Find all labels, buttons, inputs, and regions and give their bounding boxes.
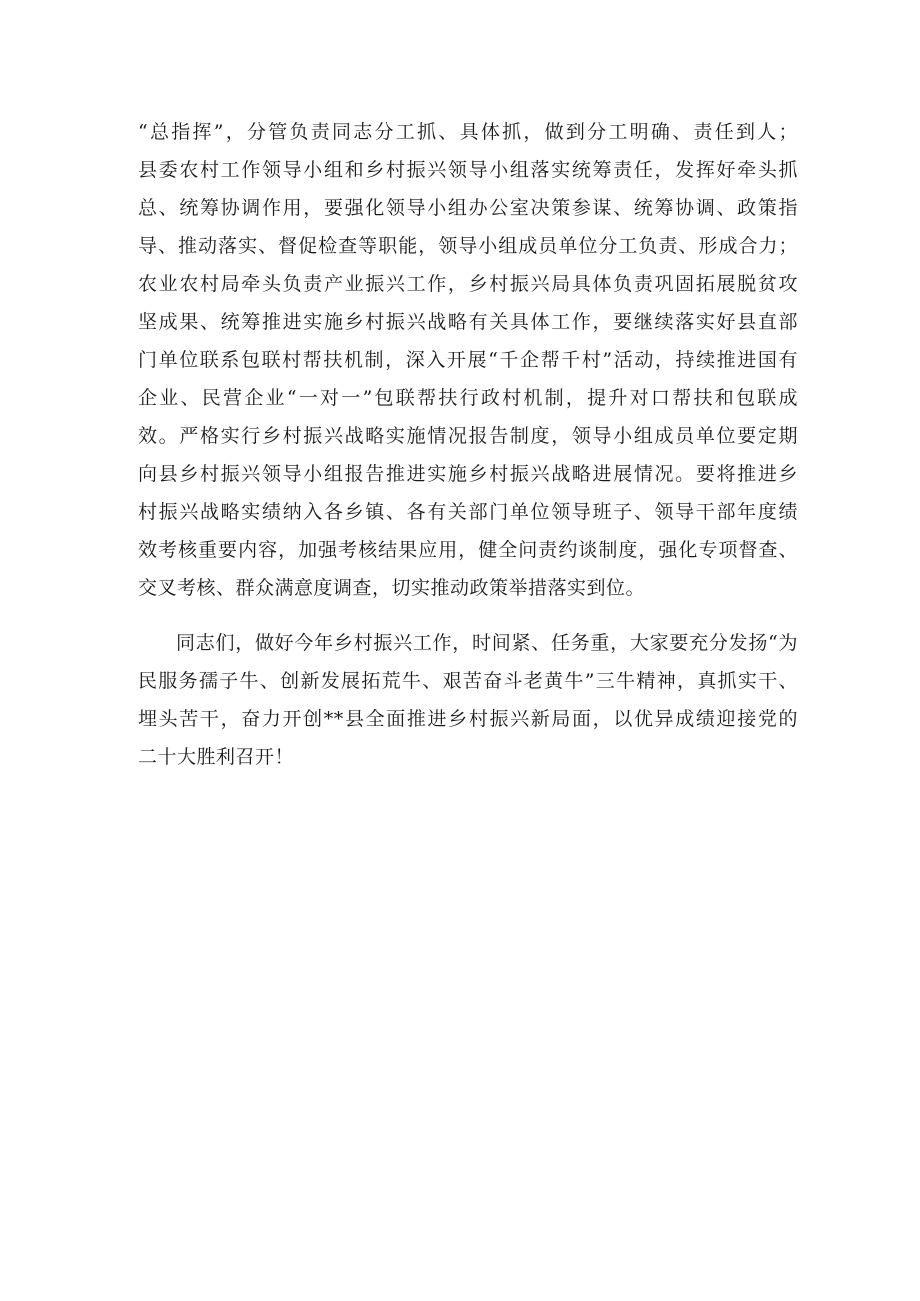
paragraph-line: 同志们，做好今年乡村振兴工作，时间紧、任务重，大家要充分发扬“为 xyxy=(176,632,798,654)
paragraph-line: 总、统筹协调作用，要强化领导小组办公室决策参谋、统筹协调、政策指 xyxy=(138,197,798,219)
paragraph-line: 向县乡村振兴领导小组报告推进实施乡村振兴战略进展情况。要将推进乡 xyxy=(138,463,798,485)
paragraph-line: 坚成果、统筹推进实施乡村振兴战略有关具体工作，要继续落实好县直部 xyxy=(138,311,798,333)
paragraph-line: 村振兴战略实绩纳入各乡镇、各有关部门单位领导班子、领导干部年度绩 xyxy=(138,501,798,523)
paragraph-line: 埋头苦干，奋力开创**县全面推进乡村振兴新局面，以优异成绩迎接党的 xyxy=(138,708,798,730)
paragraph-line: 效考核重要内容，加强考核结果应用，健全问责约谈制度，强化专项督查、 xyxy=(138,539,798,561)
paragraph-line: 门单位联系包联村帮扶机制，深入开展“千企帮千村”活动，持续推进国有 xyxy=(138,349,798,371)
paragraph-line: 二十大胜利召开！ xyxy=(138,746,295,768)
paragraph-line: 县委农村工作领导小组和乡村振兴领导小组落实统筹责任，发挥好牵头抓 xyxy=(138,159,798,181)
paragraph-line: 效。严格实行乡村振兴战略实施情况报告制度，领导小组成员单位要定期 xyxy=(138,425,798,447)
paragraph-line: “总指挥”，分管负责同志分工抓、具体抓，做到分工明确、责任到人； xyxy=(138,121,798,143)
paragraph-line: 企业、民营企业“一对一”包联帮扶行政村机制，提升对口帮扶和包联成 xyxy=(138,387,798,409)
paragraph-line: 导、推动落实、督促检查等职能，领导小组成员单位分工负责、形成合力； xyxy=(138,235,798,257)
paragraph-line: 农业农村局牵头负责产业振兴工作，乡村振兴局具体负责巩固拓展脱贫攻 xyxy=(138,273,798,295)
paragraph-line: 交叉考核、群众满意度调查，切实推动政策举措落实到位。 xyxy=(138,577,646,599)
paragraph-line: 民服务孺子牛、创新发展拓荒牛、艰苦奋斗老黄牛”三牛精神，真抓实干、 xyxy=(138,670,798,692)
